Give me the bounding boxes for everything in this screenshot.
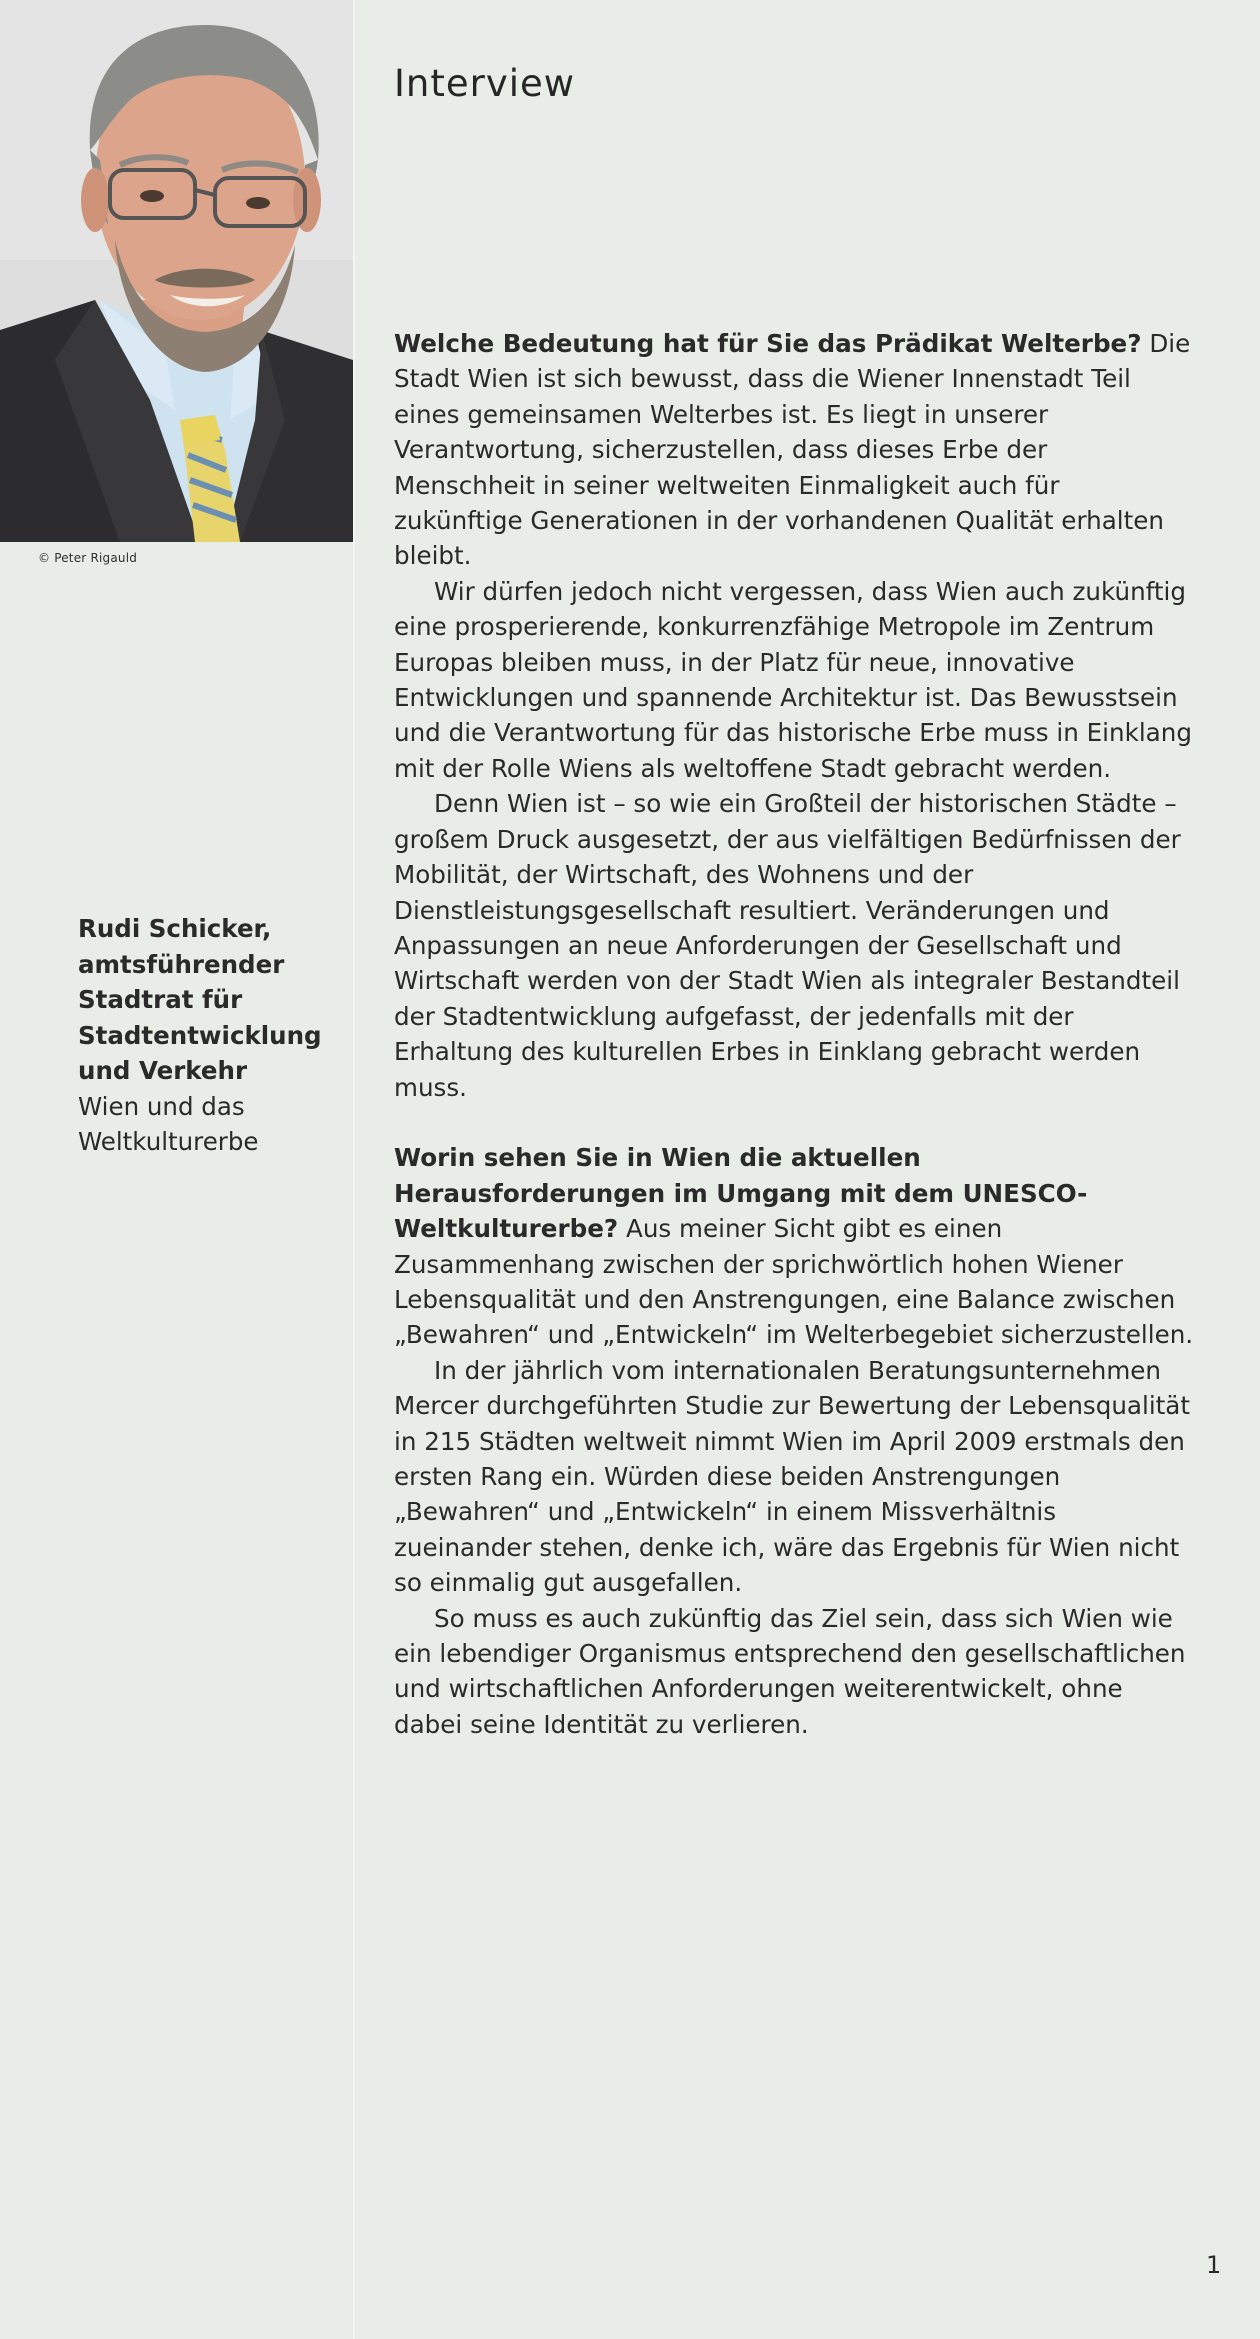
section-2-paragraph-2: In der jährlich vom internationalen Beratungsunternehmen Mercer durchgeführten Studie zur Bewertung der Lebensqualität in 215 Städten weltweit nimmt Wien im April 2009 erstmals den ersten Rang ein. Würden diese beiden Anstrengungen „Bewahren“ und „Entwickeln“ in einem Missverhältnis zueinander stehen, denke ich, wäre das Ergebnis für Wien nicht so einmalig gut ausgefallen.: [394, 1355, 1191, 1598]
portrait-illustration: [0, 0, 353, 542]
page-number: 1: [1206, 2251, 1222, 2279]
person-name: Rudi Schicker, amtsführender Stadtrat für Stadtentwicklung und Verkehr: [78, 914, 322, 1085]
answer-1-text: Die Stadt Wien ist sich bewusst, dass die Wiener Innenstadt Teil eines gemeinsamen Welterbes ist. Es liegt in unserer Verantwortung, sicherzustellen, dass dieses Erbe der Menschheit in seiner weltweiten Einmaligkeit auch für zukünftige Generationen in der vorhandenen Qualität erhalten bleibt.: [394, 329, 1191, 571]
person-caption: [78, 911, 348, 1160]
section-2-paragraph-1: [394, 1140, 1194, 1352]
page-title: Interview: [394, 62, 576, 105]
portrait-photo: [0, 0, 353, 542]
interview-article: [394, 326, 1194, 1742]
section-2-paragraph-3: So muss es auch zukünftig das Ziel sein, dass sich Wien wie ein lebendiger Organismus entsprechend den gesellschaftlichen und wirtschaftlichen Anforderungen weiterentwickelt, ohne dabei seine Identität zu verlieren.: [394, 1603, 1186, 1739]
question-1: Welche Bedeutung hat für Sie das Prädikat Welterbe?: [394, 329, 1142, 358]
question-2: Worin sehen Sie in Wien die aktuellen Herausforderungen im Umgang mit dem UNESCO-Weltkulturerbe?: [394, 1143, 1088, 1244]
section-1-paragraph-1: [394, 326, 1194, 574]
section-1-paragraph-3: Denn Wien ist – so wie ein Großteil der historischen Städte – großem Druck ausgesetzt, der aus vielfältigen Bedürfnissen der Mobilität, der Wirtschaft, des Wohnens und der Dienstleistungsgesellschaft resultiert. Veränderungen und Anpassungen an neue Anforderungen der Gesellschaft und Wirtschaft werden von der Stadt Wien als integraler Bestandteil der Stadtentwicklung aufgefasst, der jedenfalls mit der Erhaltung des kulturellen Erbes in Einklang gebracht werden muss.: [394, 789, 1181, 1102]
answer-2-text: Aus meiner Sicht gibt es einen Zusammenhang zwischen der sprichwörtlich hohen Wiener Lebensqualität und den Anstrengungen, eine Balance zwischen „Bewahren“ und „Entwickeln“ im Welterbegebiet sicherzustellen.: [394, 1214, 1194, 1350]
section-1-paragraph-2: Wir dürfen jedoch nicht vergessen, dass Wien auch zukünftig eine prosperierende, konkurrenzfähige Metropole im Zentrum Europas bleiben muss, in der Platz für neue, innovative Entwicklungen und spannende Architektur ist. Das Bewusstsein und die Verantwortung für das historische Erbe muss in Einklang mit der Rolle Wiens als weltoffene Stadt gebracht werden.: [394, 576, 1192, 783]
column-divider: [353, 0, 355, 2339]
person-topic: Wien und das Weltkulturerbe: [78, 1091, 259, 1156]
photo-credit: © Peter Rigauld: [38, 551, 138, 565]
